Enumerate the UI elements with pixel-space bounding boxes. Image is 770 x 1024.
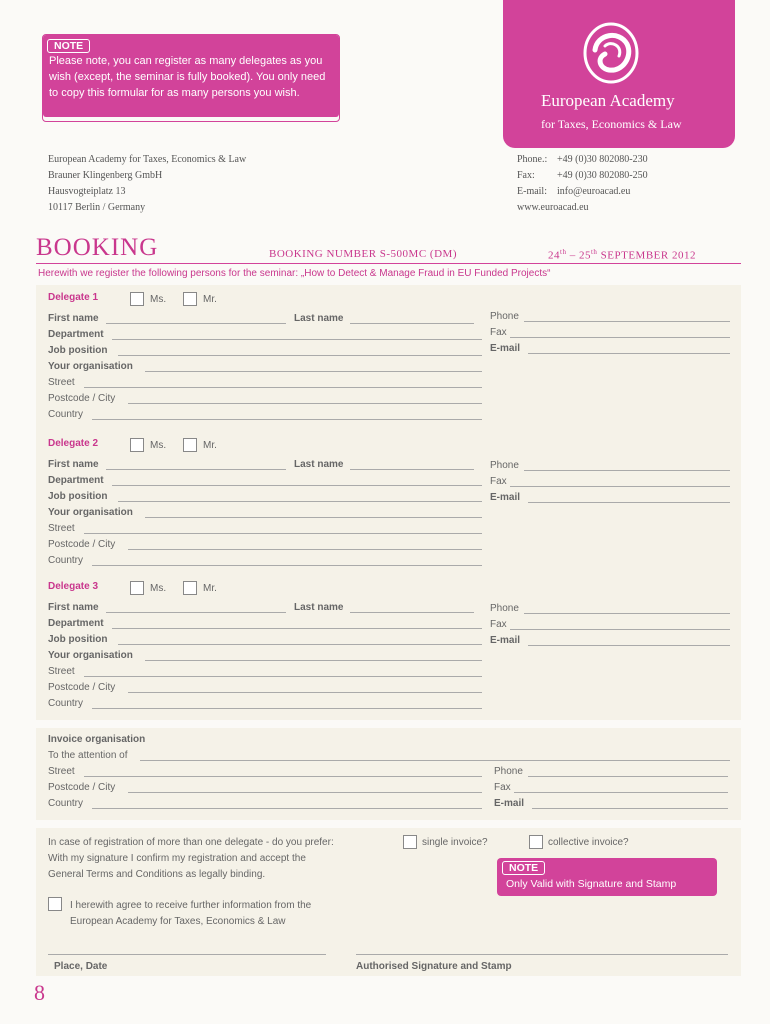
delegate-2-first-name-label: First name [48,459,99,470]
address-block [48,152,246,216]
single-invoice-label: single invoice? [422,837,488,848]
delegate-1-street-label: Street [48,377,75,388]
website-link[interactable]: www.euroacad.eu [517,202,589,213]
delegate-2-department-field[interactable] [112,485,482,486]
delegate-2-mr-label: Mr. [203,440,217,451]
delegate-2-postcode-city-label: Postcode / City [48,539,116,550]
seminar-date: 24th – 25th SEPTEMBER 2012 [548,248,696,262]
academy-logo-icon [581,20,641,86]
address-line: Hausvogteiplatz 13 [48,186,126,197]
logo-title: European Academy [541,91,675,110]
delegate-1-phone-field[interactable] [524,321,730,322]
agree-info-text: I herewith agree to receive further information from the [70,900,312,911]
delegate-3-first-name-label: First name [48,602,99,613]
delegate-1-first-name-label: First name [48,313,99,324]
delegate-3-email-label: E-mail [490,635,521,646]
invoice-street-field[interactable] [84,776,482,777]
delegate-1-department-label: Department [48,329,104,340]
invoice-fax-label: Fax [494,782,511,793]
delegate-1-mr-label: Mr. [203,294,217,305]
delegate-1-postcode-city-field[interactable] [128,403,482,404]
delegate-1-department-field[interactable] [112,339,482,340]
delegate-3-your-organisation-field[interactable] [145,660,482,661]
delegate-1-job-position-label: Job position [48,345,108,356]
address-line: European Academy for Taxes, Economics & Law [48,154,247,165]
invoice-email-label: E-mail [494,798,525,809]
booking-number: BOOKING NUMBER S-500MC (DM) [269,248,457,260]
delegate-1-ms-checkbox[interactable] [130,292,144,306]
invoice-email-field[interactable] [532,808,728,809]
delegate-3-phone-label: Phone [490,603,519,614]
header-divider [36,263,741,264]
delegate-2-postcode-city-field[interactable] [128,549,482,550]
note-tab: NOTE [502,861,545,875]
delegate-2-ms-checkbox[interactable] [130,438,144,452]
delegate-3-country-label: Country [48,698,84,709]
note-line: wish (except, the seminar is fully booked). You only need [49,71,326,83]
page-number: 8 [34,980,45,1005]
delegate-2-phone-field[interactable] [524,470,730,471]
email-label: E-mail: [517,186,547,197]
delegate-2-last-name-label: Last name [294,459,344,470]
place-date-field[interactable] [48,954,326,955]
delegate-3-job-position-label: Job position [48,634,108,645]
phone-label: Phone.: [517,154,548,165]
delegate-1-your-organisation-label: Your organisation [48,361,133,372]
delegate-3-department-field[interactable] [112,628,482,629]
address-line: Brauner Klingenberg GmbH [48,170,163,181]
delegate-2-ms-label: Ms. [150,440,167,451]
delegate-1-first-name-field[interactable] [106,323,286,324]
invoice-street-label: Street [48,766,75,777]
delegate-2-job-position-field[interactable] [118,501,482,502]
delegate-2-your-organisation-label: Your organisation [48,507,133,518]
delegate-3-job-position-field[interactable] [118,644,482,645]
logo-panel [503,0,735,148]
agree-info-text: European Academy for Taxes, Economics & Law [70,916,286,927]
delegate-2-job-position-label: Job position [48,491,108,502]
delegate-1-ms-label: Ms. [150,294,167,305]
fax-value: +49 (0)30 802080-250 [557,170,648,181]
delegate-1-street-field[interactable] [84,387,482,388]
delegate-1-fax-label: Fax [490,327,507,338]
delegate-1-postcode-city-label: Postcode / City [48,393,116,404]
single-invoice-checkbox[interactable] [403,835,417,849]
invoice-phone-label: Phone [494,766,523,777]
signature-confirm-text: General Terms and Conditions as legally binding. [48,869,266,880]
delegate-3-street-field[interactable] [84,676,482,677]
delegate-2-first-name-field[interactable] [106,469,286,470]
delegate-1-your-organisation-field[interactable] [145,371,482,372]
delegate-3-last-name-label: Last name [294,602,344,613]
delegate-1-email-label: E-mail [490,343,521,354]
intro-text: Herewith we register the following persons for the seminar: „How to Detect & Manage Fraud in EU Funded Projects“ [38,268,551,279]
logo-subtitle: for Taxes, Economics & Law [541,117,682,131]
note-line: to copy this formular for as many persons you wish. [49,87,300,99]
agree-info-checkbox[interactable] [48,897,62,911]
delegate-1-country-field[interactable] [92,419,482,420]
delegate-1-label: Delegate 1 [48,292,99,303]
signature-label: Authorised Signature and Stamp [356,961,512,972]
delegate-1-phone-label: Phone [490,311,519,322]
delegate-2-street-field[interactable] [84,533,482,534]
page-title: BOOKING [36,234,159,261]
delegate-2-fax-label: Fax [490,476,507,487]
delegate-2-last-name-field[interactable] [350,469,474,470]
delegate-3-ms-checkbox[interactable] [130,581,144,595]
delegate-1-last-name-label: Last name [294,313,344,324]
delegate-3-postcode-city-field[interactable] [128,692,482,693]
address-line: 10117 Berlin / Germany [48,202,146,213]
delegate-3-mr-label: Mr. [203,583,217,594]
note-line: Please note, you can register as many delegates as you [49,55,323,67]
delegate-3-fax-label: Fax [490,619,507,630]
note-tab: NOTE [47,39,90,53]
delegate-3-street-label: Street [48,666,75,677]
delegate-1-last-name-field[interactable] [350,323,474,324]
delegate-3-label: Delegate 3 [48,581,99,592]
invoice-phone-field[interactable] [528,776,728,777]
delegate-2-phone-label: Phone [490,460,519,471]
collective-invoice-label: collective invoice? [548,837,629,848]
phone-value: +49 (0)30 802080-230 [557,154,648,165]
invoice-attention-label: To the attention of [48,750,128,761]
collective-invoice-checkbox[interactable] [529,835,543,849]
delegate-3-first-name-field[interactable] [106,612,286,613]
delegate-2-mr-checkbox[interactable] [183,438,197,452]
delegate-2-fax-field[interactable] [510,486,730,487]
delegate-1-country-label: Country [48,409,84,420]
contact-block [517,152,648,216]
invoice-country-label: Country [48,798,84,809]
invoice-postcode-label: Postcode / City [48,782,116,793]
delegate-2-your-organisation-field[interactable] [145,517,482,518]
delegate-3-department-label: Department [48,618,104,629]
signature-note [497,858,717,896]
delegate-2-department-label: Department [48,475,104,486]
delegate-1-mr-checkbox[interactable] [183,292,197,306]
delegate-1-email-field[interactable] [528,353,730,354]
fax-label: Fax: [517,170,535,181]
delegate-3-postcode-city-label: Postcode / City [48,682,116,693]
note-box [42,34,340,122]
delegate-3-email-field[interactable] [528,645,730,646]
place-date-label: Place, Date [54,961,108,972]
delegate-2-email-label: E-mail [490,492,521,503]
delegate-2-country-field[interactable] [92,565,482,566]
delegate-1-job-position-field[interactable] [118,355,482,356]
delegate-3-your-organisation-label: Your organisation [48,650,133,661]
delegate-3-phone-field[interactable] [524,613,730,614]
delegate-3-fax-field[interactable] [510,629,730,630]
delegate-1-fax-field[interactable] [510,337,730,338]
delegate-2-label: Delegate 2 [48,438,99,449]
invoice-preference-question: In case of registration of more than one delegate - do you prefer: [48,837,334,848]
invoice-title: Invoice organisation [48,734,146,745]
invoice-fax-field[interactable] [514,792,728,793]
delegate-2-email-field[interactable] [528,502,730,503]
signature-note-text: Only Valid with Signature and Stamp [506,878,677,890]
signature-confirm-text: With my signature I confirm my registration and accept the [48,853,306,864]
email-value[interactable]: info@euroacad.eu [557,186,631,197]
signature-field[interactable] [356,954,728,955]
delegate-2-street-label: Street [48,523,75,534]
delegate-2-country-label: Country [48,555,84,566]
invoice-country-field[interactable] [92,808,482,809]
invoice-postcode-field[interactable] [128,792,482,793]
delegate-3-mr-checkbox[interactable] [183,581,197,595]
delegate-3-last-name-field[interactable] [350,612,474,613]
delegate-3-ms-label: Ms. [150,583,167,594]
invoice-attention-field[interactable] [140,760,730,761]
delegate-3-country-field[interactable] [92,708,482,709]
